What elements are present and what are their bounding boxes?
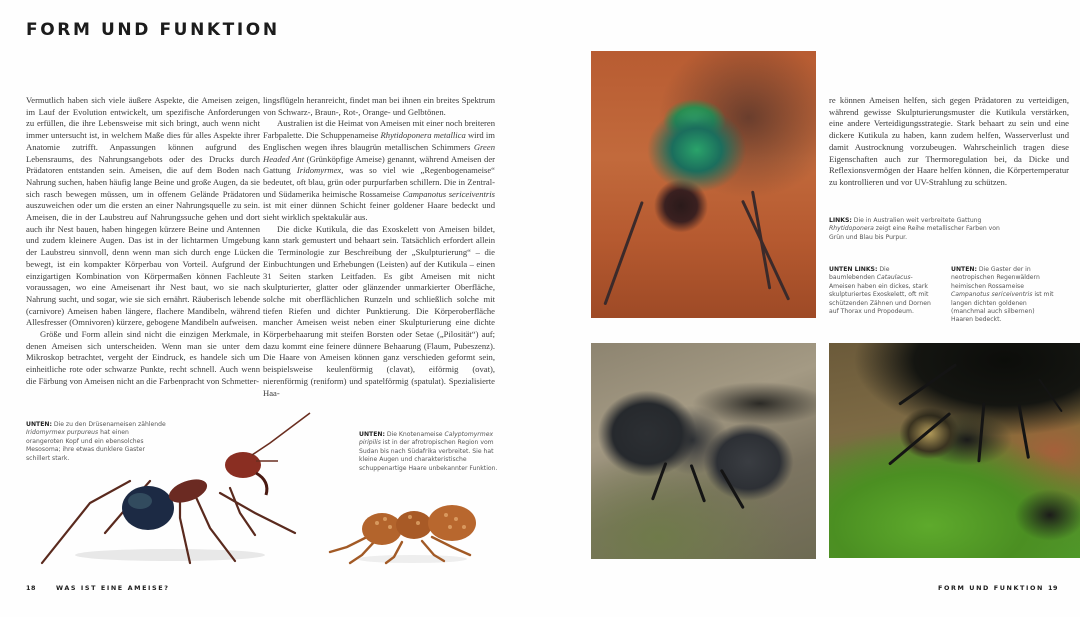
genus-name: Iridomyrmex: [296, 165, 342, 176]
paragraph: [263, 118, 495, 223]
paragraph: lingsflügeln heranreicht, findet man bei ihnen ein breites Spektrum von Schwarz-, Braun-, Rot-, Orange- und Gelbtönen.: [263, 95, 495, 117]
cataulacus-ant-photo: [591, 343, 816, 559]
leg-shape: [720, 469, 745, 509]
text-run: , was so viel wie „Regenbogenameise“ bedeutet, oft blau, grün oder purpurfarben schillern. Die in Zentral- und Südamerika heimische Rossameise: [263, 165, 495, 199]
paragraph: Größe und Form allein sind nicht die einzigen Merkmale, in denen Ameisen sich unterscheiden. Wenn man sie unter dem Mikroskop betrachtet, vergeht der Eindruck, es handele sich um einheitliche rote oder schwarze Punkte, recht schnell. Auch wenn die Färbung von Ameisen nicht an die Farbenpracht von Schmetter-: [26, 329, 260, 386]
leg-shape: [1018, 404, 1031, 459]
caption-text: hat einen orangeroten Kopf und ein ebensolches Mesosoma; ihre etwas dunklere Gaster schillert stark.: [26, 429, 145, 462]
caption-unten-links: [829, 266, 937, 316]
antenna-shape: [1038, 378, 1063, 412]
caption-small-ant: [359, 431, 499, 473]
page-number-left: 18: [26, 584, 36, 592]
species-name: Rhytidoponera metallica: [380, 130, 466, 141]
species-name: Calyptomyrmex piripilis: [359, 431, 494, 447]
body-column-1: [26, 95, 260, 388]
small-ant-image: [322, 497, 487, 567]
golden-ant-photo: [829, 343, 1080, 558]
text-run: (Grünköpfige Ameise) genannt, während Ameisen der Gattung: [263, 153, 495, 176]
caption-label: UNTEN LINKS:: [829, 266, 878, 273]
paragraph: re können Ameisen helfen, sich gegen Prädatoren zu verteidigen, während gewisse Skulpturierungsmuster die Kutikula verstärken, eine andere Verteidigungsstrategie. Stark behaart zu sein und eine dickere Kutikula zu haben, kann zudem helfen, Wasserverlust und damit Austrocknung vorzubeugen. Wahrscheinlich tragen diese Eigenschaften auch zur Thermoregulation bei, da Dicke und Reflexionsvermögen der Haare helfen können, die Körpertemperatur zu kontrollieren und vor UV-Strahlung zu schützen.: [829, 95, 1069, 187]
leg-shape: [603, 201, 643, 305]
leg-shape: [888, 412, 951, 466]
caption-text: Die baumlebenden: [829, 266, 890, 282]
caption-label: LINKS:: [829, 217, 852, 224]
genus-name: Rhytidoponera: [829, 225, 874, 233]
paragraph: Vermutlich haben sich viele äußere Aspekte, die Ameisen zeigen, im Lauf der Evolution entwickelt, um spezifische Anforderungen zu erfüllen, die ihre Lebensweise mit sich bringt, auch wenn nicht immer untersucht ist, in welchem Maße dies für alles Aspekte ihrer Anatomie zutrifft. Anpassungen können aufgrund des Lebensraums, des Nahrungsangebots oder des Drucks durch Prädatoren entstanden sein. Ameisen, die auf dem Boden nach Nahrung suchen, haben häufig lange Beine und große Augen, da sie sich rasch bewegen müssen, um in offenem Gelände Prädatoren auszuweichen oder um die ersten an einer Nahrungsquelle zu sein. Ameisen, die in der Laubstreu auf Nahrungssuche gehen und dort auch ihr Nest bauen, haben hingegen kürzere Beine und Antennen und zudem kleinere Augen. Das ist in der lichtarmen Umgebung der Laubstreu sinnvoll, denn wenn man sich durch enge Lücken bewegt, ist ein kompakter Körperbau von Vorteil. Aufgrund der einzigartigen Kombination von Körpermaßen können Fachleute voraussagen, wo eine Ameisenart ihr Nest baut, wo sie nach Nahrung sucht, und sogar, wie sie sich ernährt. Räuberisch lebende (carnivore) Ameisen haben längere, flachere Mandibeln, während Allesfresser (Omnivoren) kürzere, gebogene Mandibeln aufweisen.: [26, 95, 260, 328]
page-number-right: 19: [1048, 584, 1058, 592]
caption-text: zeigt eine Reihe metallischer Farben von Grün und Blau bis Purpur.: [829, 225, 1000, 241]
caption-links: [829, 217, 1009, 242]
caption-label: UNTEN:: [26, 421, 52, 428]
species-name: Iridomyrmex purpureus: [26, 429, 99, 437]
chapter-title: FORM UND FUNKTION: [26, 20, 280, 40]
species-name: Campanotus sericeiventris: [402, 188, 495, 199]
caption-text: ist mit langen dichten goldenen (manchmal auch silbernen) Haaren bedeckt.: [951, 291, 1054, 324]
green-ant-photo: [591, 51, 816, 318]
caption-text: ist in der afrotropischen Region vom Sudan bis nach Südafrika verbreitet. Sie hat kleine Augen und charakteristische schuppenartige Haare unbekannter Funktion.: [359, 439, 498, 472]
caption-text: Die Gaster der in neotropischen Regenwäldern heimischen Rossameise: [951, 266, 1040, 290]
caption-text: Die Knotenameise: [384, 431, 445, 438]
body-column-2: [263, 95, 495, 399]
text-run: wird im Englischen wegen ihres blaugrün metallischen Schimmers: [263, 130, 495, 152]
leg-shape: [977, 402, 985, 462]
red-ant-image: [20, 403, 320, 573]
leg-shape: [898, 363, 957, 406]
caption-text: Die in Australien weit verbreitete Gattung: [851, 217, 982, 224]
english-name: Green Headed Ant: [263, 141, 495, 164]
leg-shape: [741, 200, 790, 301]
caption-label: UNTEN:: [359, 431, 385, 438]
text-run: ist mit einer dünnen Schicht feiner goldener Haare bedeckt und sieht wirklich spektakulär aus.: [263, 200, 495, 223]
caption-text: -Ameisen haben ein dickes, stark skulpturiertes Exoskelett, oft mit schützenden Zähnen und Dornen auf Thorax und Propodeum.: [829, 274, 931, 316]
caption-label: UNTEN:: [951, 266, 977, 273]
running-head-right: FORM UND FUNKTION: [938, 584, 1044, 592]
leg-shape: [690, 464, 706, 503]
caption-text: Die zu den Drüsenameisen zählende: [51, 421, 166, 428]
text-run: Australien ist die Heimat von Ameisen mit einer noch breiteren Farbpalette. Die Schuppenameise: [263, 118, 495, 141]
caption-unten: [951, 266, 1057, 325]
running-head-left: WAS IST EINE AMEISE?: [56, 584, 170, 592]
paragraph: Die dicke Kutikula, die das Exoskelett von Ameisen bildet, kann stark gemustert und behaart sein. Tatsächlich erfordert allein die Terminologie zur Beschreibung der „Skulpturierung“ – die Einbuchtungen und Erhebungen (Leisten) auf der Kutikula – einen 31 Seiten starken Leitfaden. Es gibt Ameisen mit nicht skulpturierter, glatter oder glänzender unmarkierter Oberfläche, solche mit oberflächlichen Runzeln und schließlich solche mit tiefen Riefen und dichter Punktierung. Die Körperoberfläche mancher Ameisen weist neben einer Skulpturierung eine dichte Körperbehaarung mit steifen Borsten oder Setae („Pilosität“) auf; dazu kommt eine feinere dünnere Behaarung (Flaum, Pubeszenz). Die Haare von Ameisen können ganz verschieden geformt sein, beispielsweise keulenförmig (clavat), eiförmig (ovat), nierenförmig (reniform) und spatelförmig (spatulat). Spezialisierte Haa-: [263, 223, 495, 398]
genus-name: Cataulacus: [876, 274, 911, 282]
body-column-3: [829, 95, 1069, 189]
leg-shape: [651, 462, 667, 501]
species-name: Campanotus sericeiventris: [951, 291, 1033, 299]
leg-shape: [751, 190, 771, 289]
